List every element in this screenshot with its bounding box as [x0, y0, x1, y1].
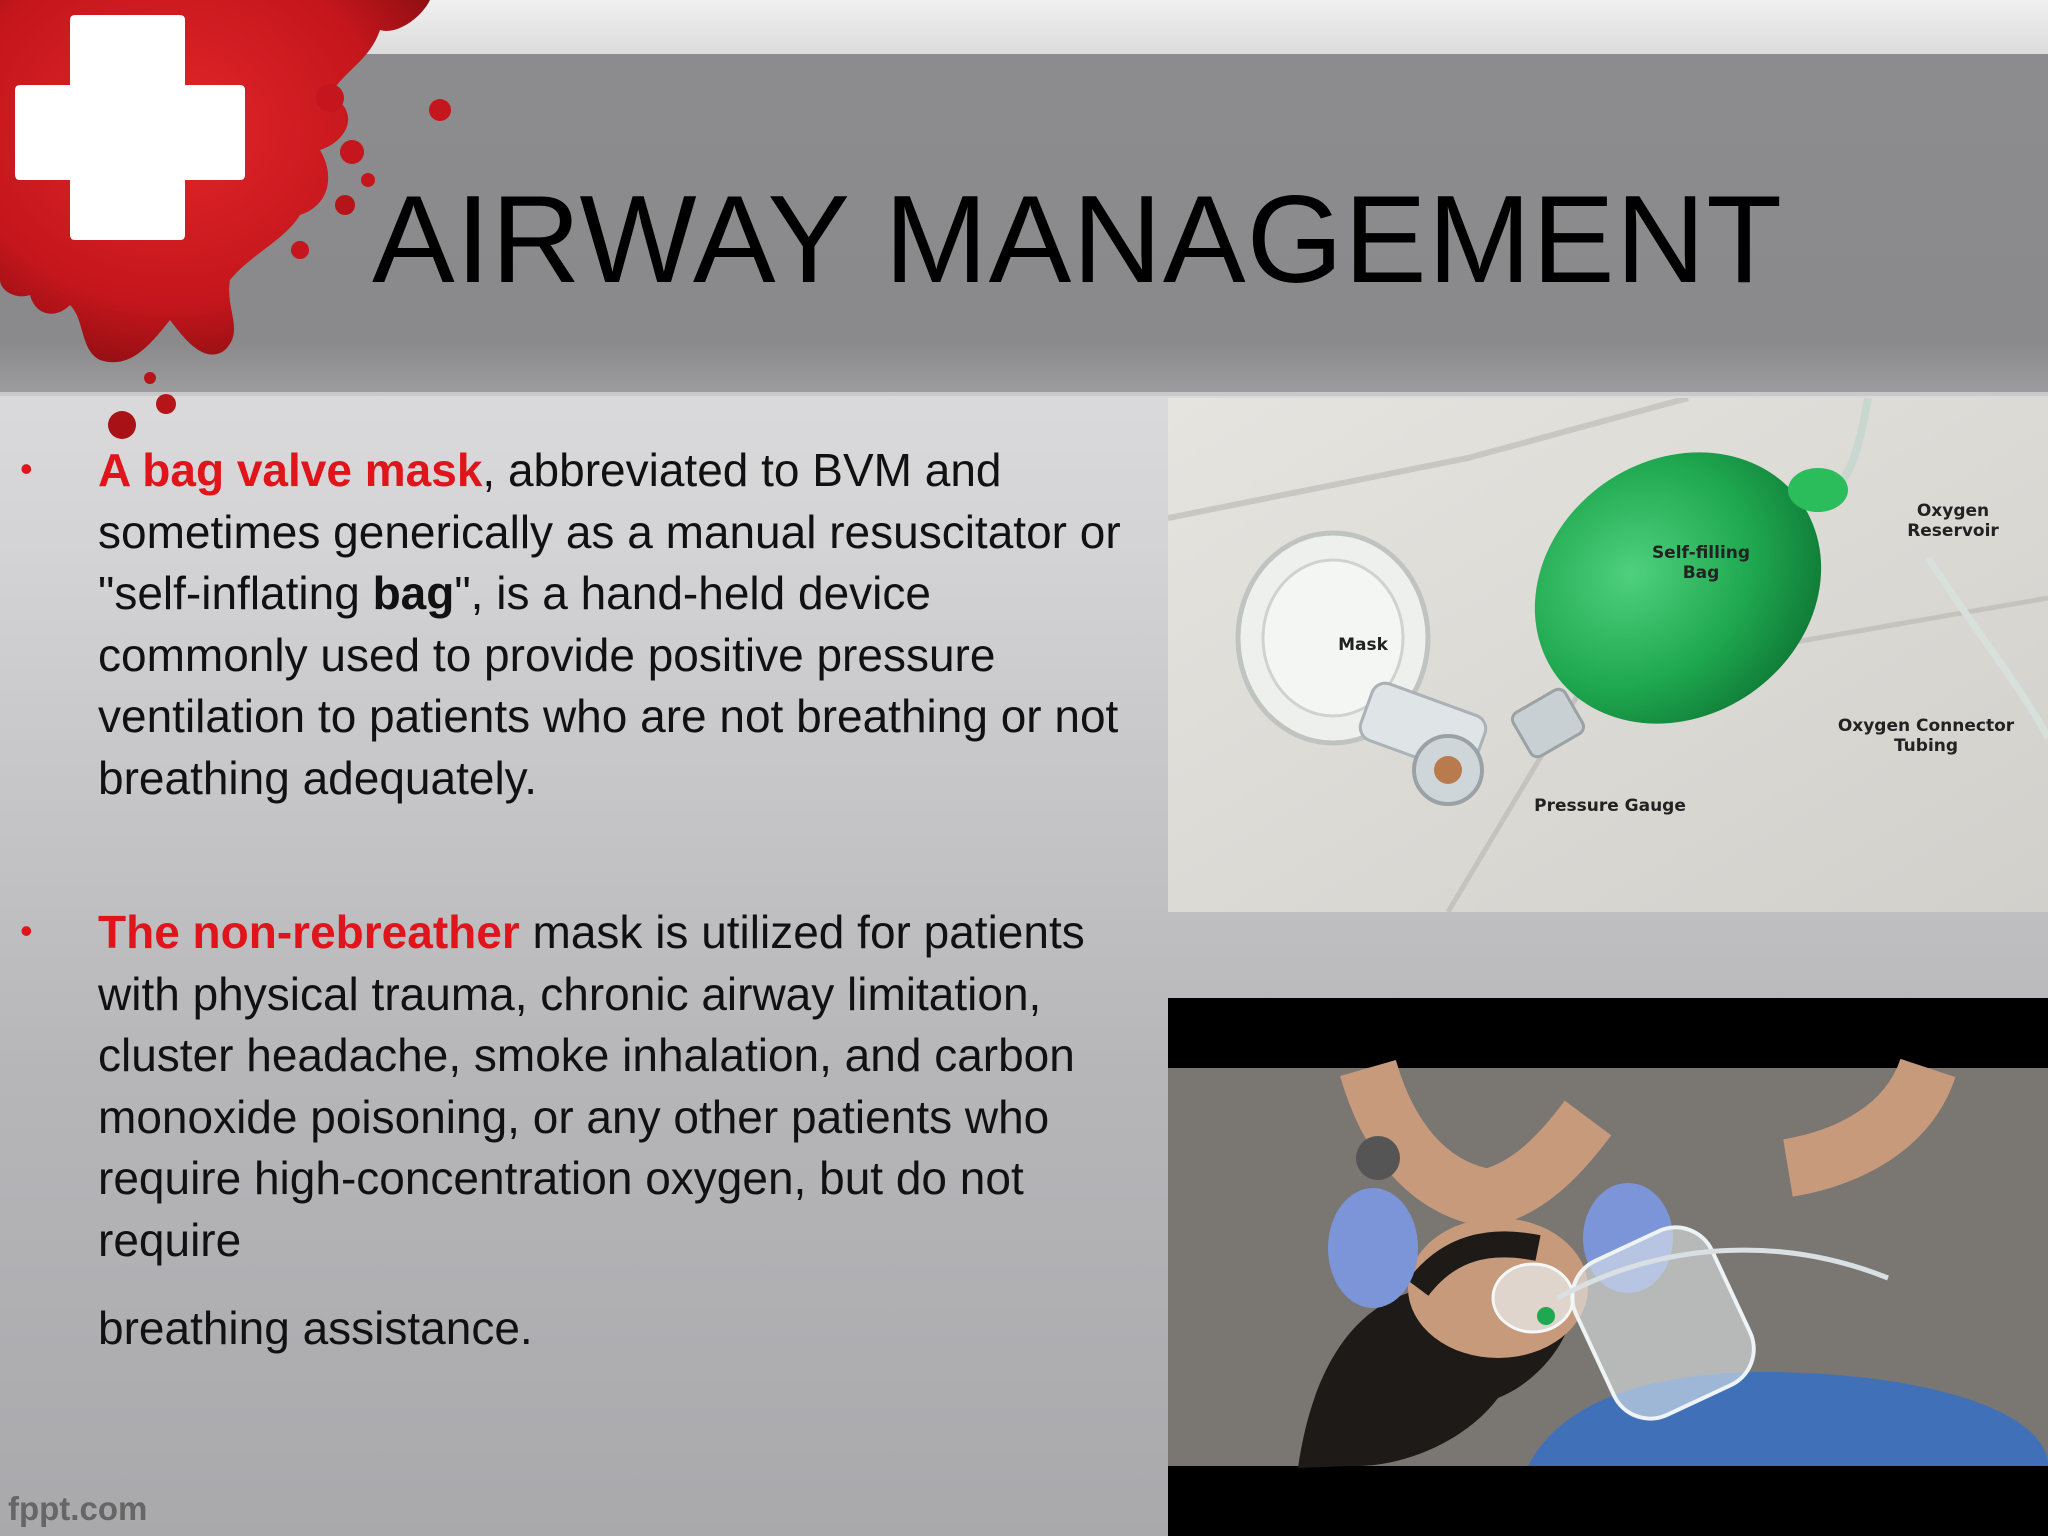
label-oxygen-reservoir-1: Oxygen	[1916, 501, 1990, 521]
label-self-filling-1: Self-filling	[1651, 543, 1751, 563]
label-pressure-gauge: Pressure Gauge	[1534, 796, 1686, 816]
nrb-text-1: mask is utilized for patients with physical trauma, chronic airway limitation, cluster headache, smoke inhalation, and carbon monoxide poisoning, or any other patients who require high-concentration oxygen, but do not require	[98, 906, 1085, 1266]
label-oxygen-connector-2: Tubing	[1893, 736, 1959, 756]
bvm-text-1: , abbreviated to BVM and sometimes generically as a manual resuscitator or "self-inflating	[98, 444, 1121, 619]
non-rebreather-photo	[1168, 998, 2048, 1536]
bullet-icon: •	[20, 910, 33, 951]
label-self-filling-2: Bag	[1682, 563, 1720, 583]
label-oxygen-connector-1: Oxygen Connector	[1837, 716, 2015, 736]
bullet-text	[98, 902, 1138, 1360]
footer-brand: fppt.com	[8, 1490, 148, 1527]
bullet-icon: •	[20, 448, 33, 489]
nrb-text-2: breathing assistance.	[98, 1302, 533, 1354]
bvm-photo	[1168, 398, 2048, 912]
label-mask: Mask	[1338, 635, 1388, 655]
nrb-highlight: The non-rebreather	[98, 906, 520, 958]
bvm-bold-word: bag	[372, 567, 455, 619]
bvm-text-2: ", is a hand-held device commonly used to provide positive pressure ventilation to patients who are not breathing or not breathing adequately.	[98, 567, 1119, 804]
bvm-highlight: A bag valve mask	[98, 444, 483, 496]
slide-title: AIRWAY MANAGEMENT	[372, 171, 1784, 309]
bullet-text	[98, 440, 1138, 809]
label-oxygen-reservoir-2: Reservoir	[1907, 521, 1999, 541]
